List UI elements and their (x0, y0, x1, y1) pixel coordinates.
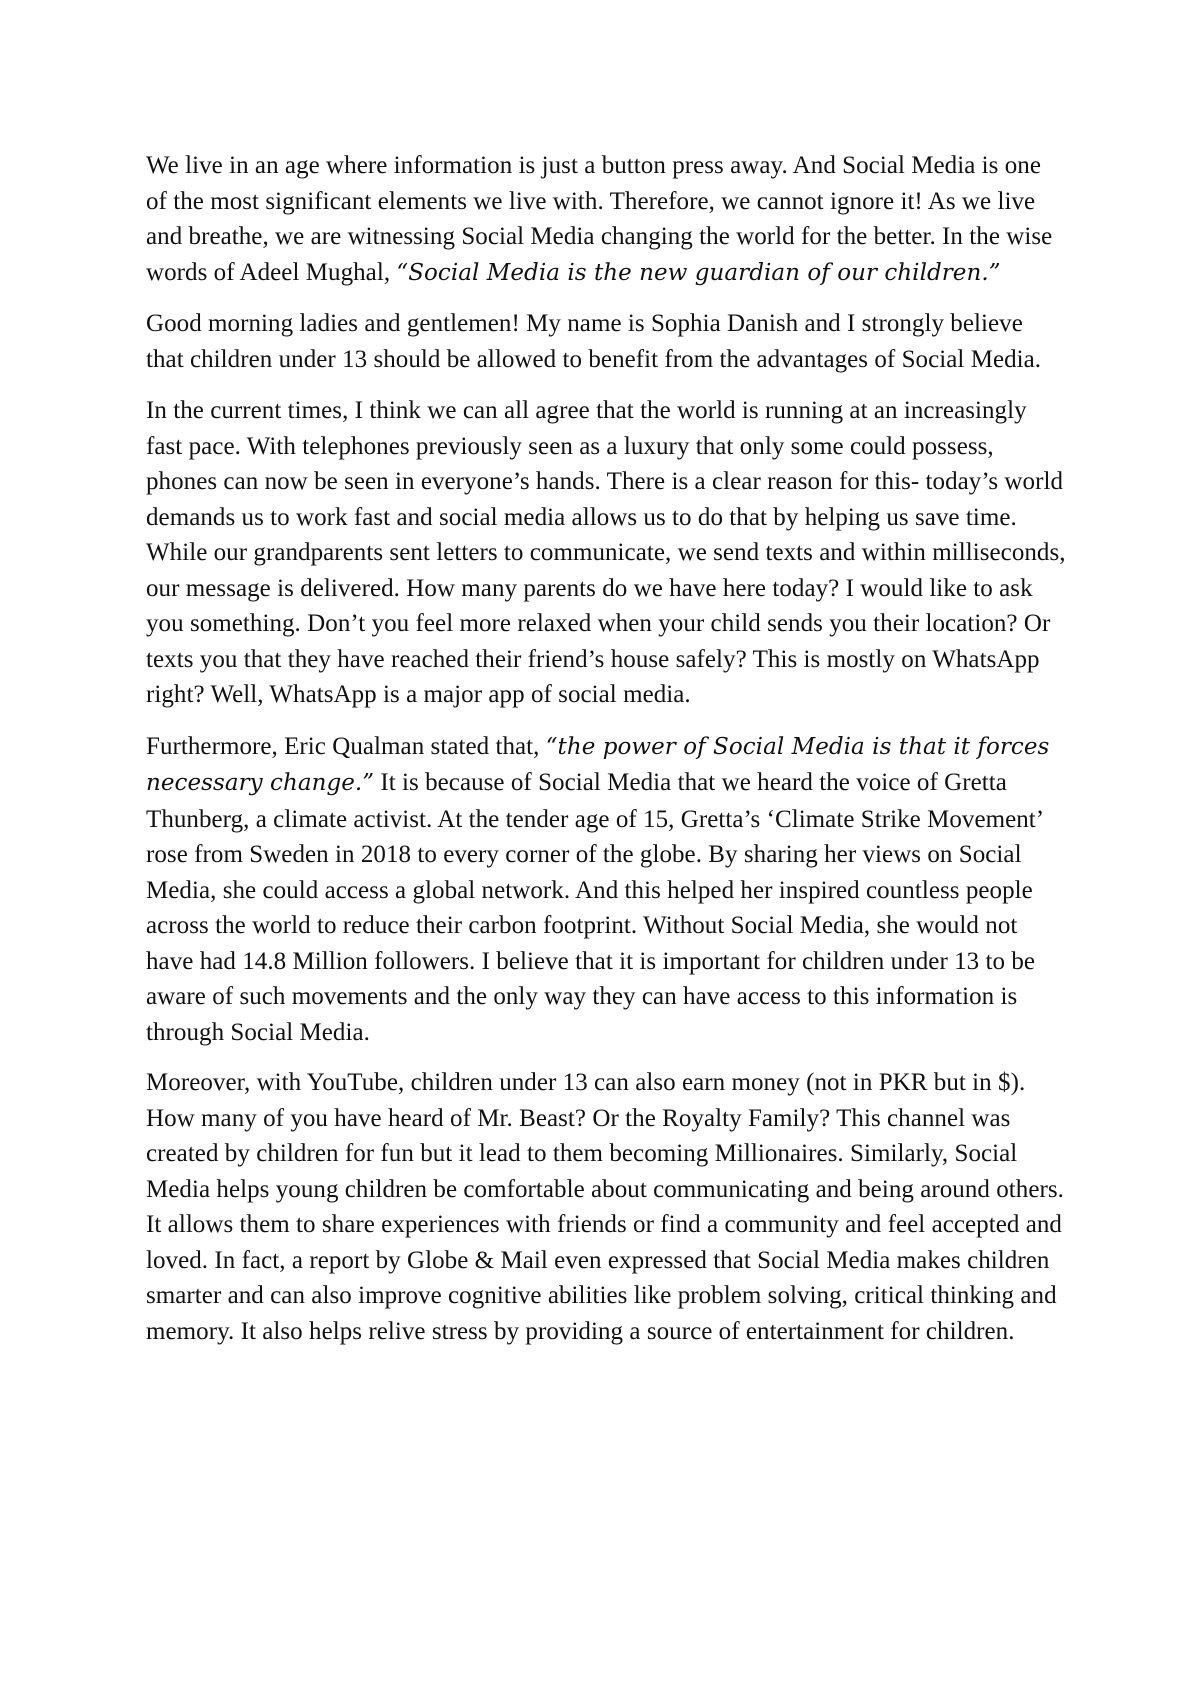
paragraph-text: In the current times, I think we can all agree that the world is running at an increasingly fast pace. With telephones previously seen as a luxury that only some could possess, phones can now be seen in everyone’s hands. There is a clear reason for this- today’s world demands us to work fast and social media allows us to do that by helping us save time. While our grandparents sent letters to communicate, we send texts and within milliseconds, our message is delivered. How many parents do we have here today? I would like to ask you something. Don’t you feel more relaxed when your child sends you their location? Or texts you that they have reached their friend’s house safely? This is mostly on WhatsApp right? Well, WhatsApp is a major app of social media. (146, 397, 1066, 708)
document-page (146, 148, 1066, 1365)
paragraph-text: We live in an age where information is just a button press away. And Social Media is one of the most significant elements we live with. Therefore, we cannot ignore it! As we live and breathe, we are witnessing Social Media changing the world for the better. In the wise words of Adeel Mughal, (146, 152, 1053, 286)
paragraph-greeting (146, 306, 1066, 378)
paragraph-furthermore (146, 729, 1066, 1051)
quote-adeel-mughal: “Social Media is the new guardian of our children.” (396, 259, 1001, 286)
paragraph-moreover (146, 1065, 1066, 1350)
quote-eric-qualman: “the power of Social Media is that it forces necessary change.” (146, 733, 1050, 796)
paragraph-text: Furthermore, Eric Qualman stated that, (146, 732, 546, 760)
paragraph-text: It is because of Social Media that we heard the voice of Gretta Thunberg, a climate activist. At the tender age of 15, Gretta’s ‘Climate Strike Movement’ rose from Sweden in 2018 to every corner of the globe. By sharing her views on Social Media, she could access a global network. And this helped her inspired countless people across the world to reduce their carbon footprint. Without Social Media, she would not have had 14.8 Million followers. I believe that it is important for children under 13 to be aware of such movements and the only way they can have access to this information is through Social Media. (146, 769, 1043, 1046)
paragraph-intro (146, 148, 1066, 291)
paragraph-current-times (146, 393, 1066, 714)
paragraph-text: Moreover, with YouTube, children under 13 can also earn money (not in PKR but in $). How many of you have heard of Mr. Beast? Or the Royalty Family? This channel was created by children for fun but it lead to them becoming Millionaires. Similarly, Social Media helps young children be comfortable about communicating and being around others. It allows them to share experiences with friends or find a community and feel accepted and loved. In fact, a report by Globe & Mail even expressed that Social Media makes children smarter and can also improve cognitive abilities like problem solving, critical thinking and memory. It also helps relive stress by providing a source of entertainment for children. (146, 1069, 1064, 1345)
paragraph-text: Good morning ladies and gentlemen! My name is Sophia Danish and I strongly believe that children under 13 should be allowed to benefit from the advantages of Social Media. (146, 310, 1042, 373)
